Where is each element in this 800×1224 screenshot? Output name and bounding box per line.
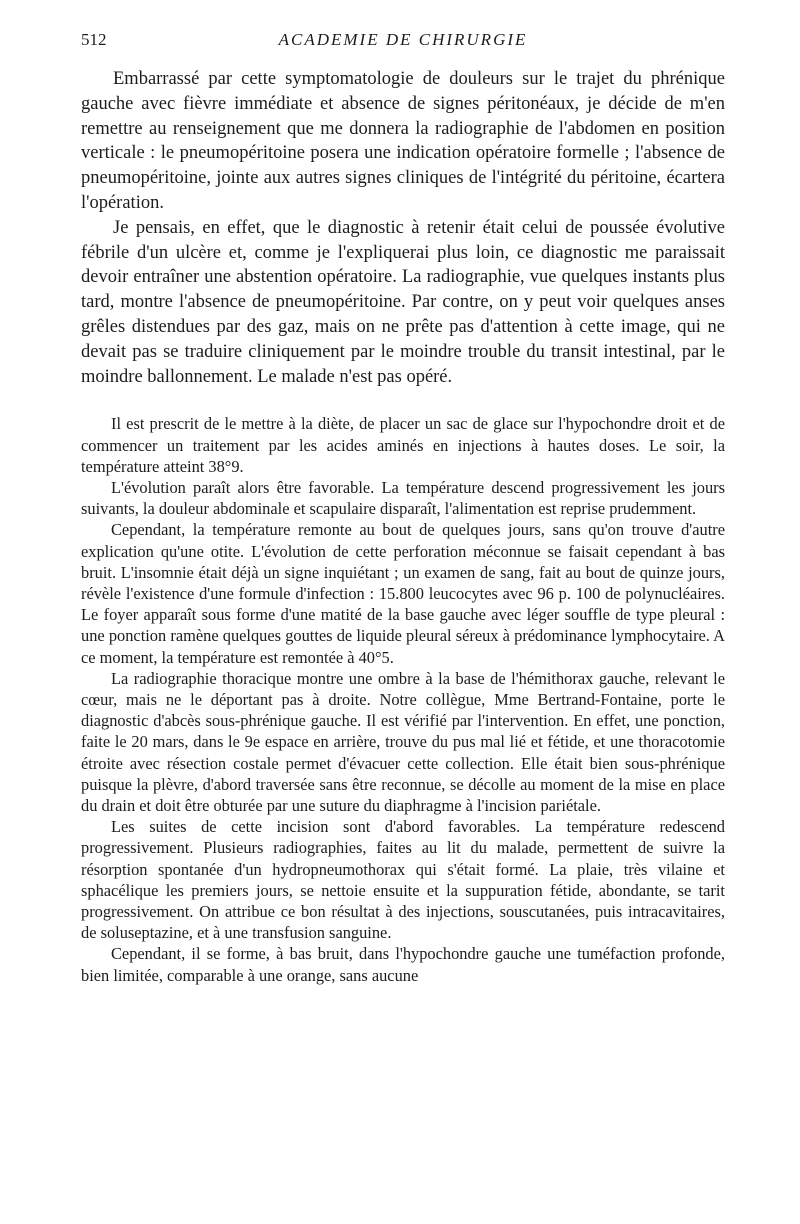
body-text bbox=[81, 67, 725, 986]
section-gap bbox=[81, 389, 725, 413]
page-number: 512 bbox=[81, 30, 107, 49]
paragraph: Il est prescrit de le mettre à la diète, de placer un sac de glace sur l'hypochondre droit et de commencer un traitement par les acides aminés en injections à hautes doses. Le soir, la température atteint 38°9. bbox=[81, 414, 725, 476]
paragraph: Cependant, la température remonte au bout de quelques jours, sans qu'on trouve d'autre explication qu'une otite. L'évolution de cette perforation méconnue se faisait cependant à bas bruit. L'insomnie était déjà un signe inquiétant ; un examen de sang, fait au bout de quinze jours, révèle l'existence d'une formule d'infection : 15.800 leucocytes avec 96 p. 100 de polynucléaires. Le foyer apparaît sous forme d'une matité de la base gauche avec léger souffle de type pleural : une ponction ramène quelques gouttes de liquide pleural séreux à prédominance lymphocytaire. A ce moment, la température est remontée à 40°5. bbox=[81, 520, 725, 667]
running-head: ACADEMIE DE CHIRURGIE bbox=[278, 30, 528, 49]
paragraph: Cependant, il se forme, à bas bruit, dans l'hypochondre gauche une tuméfaction profonde, bien limitée, comparable à une orange, sans aucune bbox=[81, 944, 725, 985]
paragraph: Les suites de cette incision sont d'abord favorables. La température redescend progressivement. Plusieurs radiographies, faites au lit du malade, permettent de suivre la résorption spontanée d'un hydropneumothorax qui s'était formé. La plaie, très vilaine et sphacélique les premiers jours, se nettoie ensuite et la suppuration fétide, abondante, se tarit progressivement. On attribue ce bon résultat à des injections, souscutanées, puis intracavitaires, de soluseptazine, et à une transfusion sanguine. bbox=[81, 817, 725, 943]
paragraph: L'évolution paraît alors être favorable. La température descend progressivement les jours suivants, la douleur abdominale et scapulaire disparaît, l'alimentation est reprise prudemment. bbox=[81, 477, 725, 519]
paragraph: Je pensais, en effet, que le diagnostic à retenir était celui de poussée évolutive fébrile d'un ulcère et, comme je l'expliquerai plus loin, ce diagnostic me paraissait devoir entraîner une abstention opératoire. La radiographie, vue quelques instants plus tard, montre l'absence de pneumopéritoine. Par contre, on y peut voir quelques anses grêles distendues par des gaz, mais on ne prête pas d'attention à cette image, qui ne devait pas se traduire cliniquement par le moindre trouble du transit intestinal, par le moindre ballonnement. Le malade n'est pas opéré. bbox=[81, 217, 725, 387]
paragraph: Embarrassé par cette symptomatologie de douleurs sur le trajet du phrénique gauche avec fièvre immédiate et absence de signes péritonéaux, je décide de m'en remettre au renseignement que me donnera la radiographie de l'abdomen en position verticale : le pneumopéritoine posera une indication opératoire formelle ; l'absence de pneumopéritoine, jointe aux autres signes cliniques de l'intégrité du péritoine, écartera l'opération. bbox=[81, 69, 725, 213]
page-header bbox=[81, 30, 725, 58]
paragraph: La radiographie thoracique montre une ombre à la base de l'hémithorax gauche, relevant le cœur, mais ne le déportant pas à droite. Notre collègue, Mme Bertrand-Fontaine, porte le diagnostic d'abcès sous-phrénique gauche. Il est vérifié par l'intervention. En effet, une ponction, faite le 20 mars, dans le 9e espace en arrière, trouve du pus mal lié et fétide, et une thoracotomie étroite avec résection costale permet d'évacuer cette collection. Elle était bien sous-phrénique puisque la plèvre, d'abord traversée sans être reconnue, se décolle au moment de la mise en place du drain et doit être obturée par une suture du diaphragme à l'incision pariétale. bbox=[81, 668, 725, 816]
